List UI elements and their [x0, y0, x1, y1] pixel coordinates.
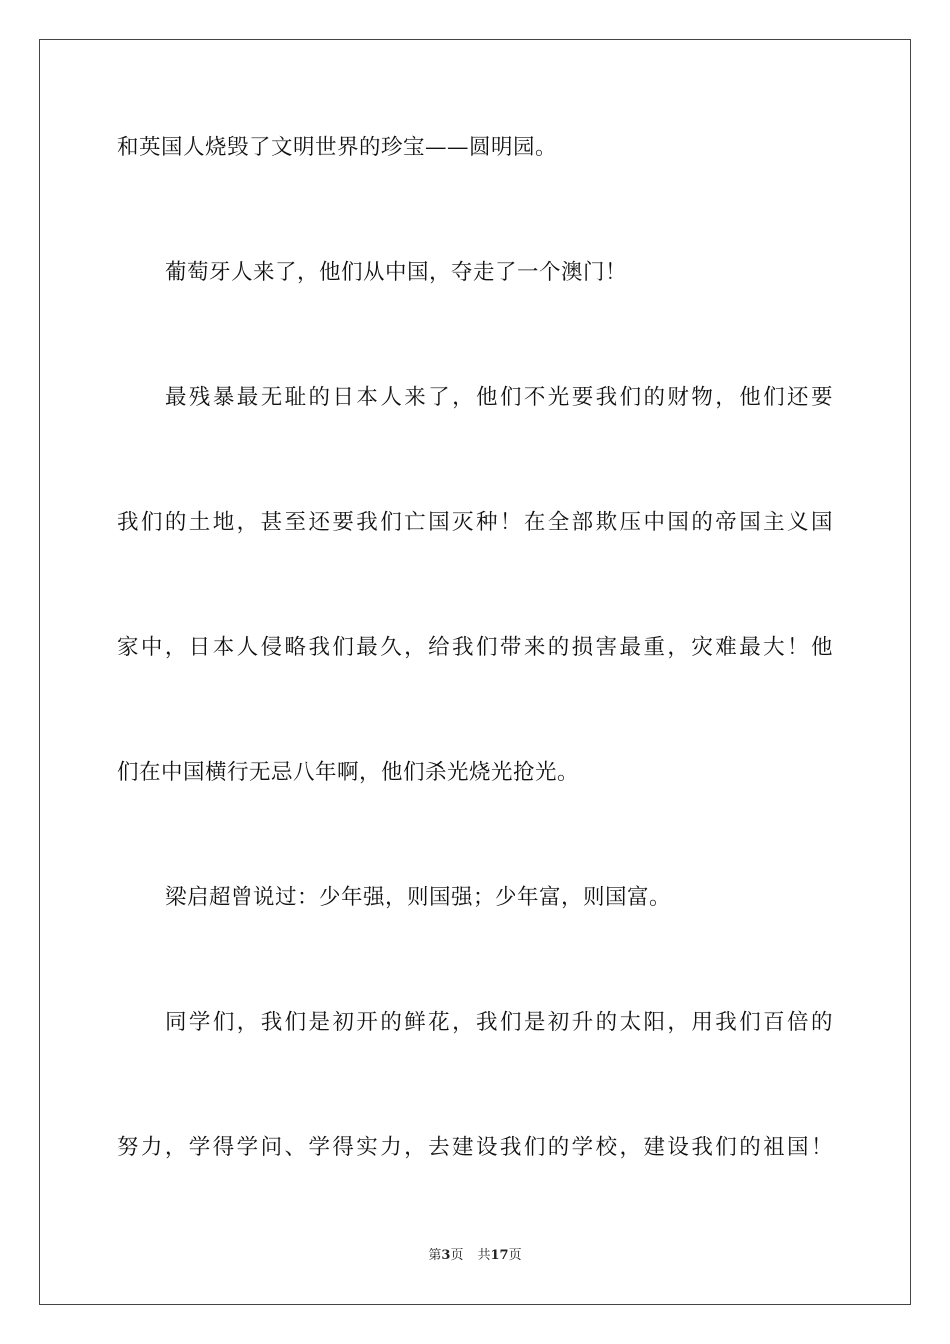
- page-suffix: 页: [450, 1248, 464, 1263]
- text-line: 努力，学得学问、学得实力，去建设我们的学校，建设我们的祖国！: [117, 1135, 833, 1160]
- total-prefix: 共: [477, 1248, 491, 1263]
- page-prefix: 第: [428, 1248, 442, 1263]
- total-suffix: 页: [508, 1248, 522, 1263]
- text-line: 家中，日本人侵略我们最久，给我们带来的损害最重，灾难最大！他: [117, 635, 833, 660]
- text-line: 梁启超曾说过：少年强，则国强；少年富，则国富。: [165, 885, 672, 910]
- text-line: 和英国人烧毁了文明世界的珍宝——圆明园。: [117, 135, 558, 160]
- text-line: 同学们，我们是初开的鲜花，我们是初升的太阳，用我们百倍的: [165, 1010, 833, 1035]
- page-number: 3: [441, 1248, 451, 1263]
- page-footer: [0, 1247, 950, 1265]
- text-line: 我们的土地，甚至还要我们亡国灭种！在全部欺压中国的帝国主义国: [117, 510, 833, 535]
- text-line: 最残暴最无耻的日本人来了，他们不光要我们的财物，他们还要: [165, 385, 833, 410]
- total-pages: 17: [490, 1248, 509, 1263]
- text-line: 葡萄牙人来了，他们从中国，夺走了一个澳门！: [165, 260, 628, 285]
- text-line: 们在中国横行无忌八年啊，他们杀光烧光抢光。: [117, 760, 580, 785]
- page-border: [39, 39, 911, 1305]
